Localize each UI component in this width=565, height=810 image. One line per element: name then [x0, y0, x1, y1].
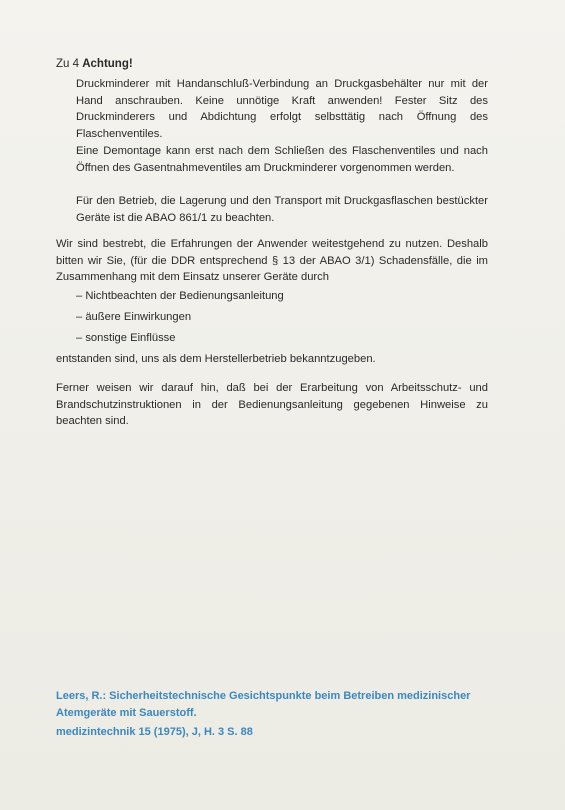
- warning-paragraph-2: Eine Demontage kann erst nach dem Schließen des Flaschenventiles und nach Öffnen des Gasentnahmeventiles am Druckminderer vorgenommen werden.: [76, 145, 488, 174]
- body-paragraph-request: Wir sind bestrebt, die Erfahrungen der Anwender weitestgehend zu nutzen. Deshalb bitten wir Sie, (für die DDR entsprechend § 13 der ABAO 3/1) Schadensfälle, die im Zusammenhang mit dem Einsatz unserer Geräte durch: [56, 238, 488, 284]
- section-number: Zu 4: [56, 58, 80, 70]
- warning-title: Achtung!: [82, 58, 133, 70]
- reference-citation: Leers, R.: Sicherheitstechnische Gesichtspunkte beim Betreiben medizinischer Atemgeräte mit Sauerstoff.: [56, 690, 471, 719]
- warning-paragraph-1: Druckminderer mit Handanschluß-Verbindung an Druckgasbehälter nur mit der Hand anschrauben. Keine unnötige Kraft anwenden! Fester Sitz des Druckminderers und Abdichtung erfolgt selbsttätig nach Öffnung des Flaschenventiles.: [76, 78, 488, 140]
- body-paragraph-report: entstanden sind, uns als dem Herstellerbetrieb bekanntzugeben.: [56, 353, 376, 365]
- list-item: – äußere Einwirkungen: [76, 311, 192, 323]
- body-paragraph-notice: Ferner weisen wir darauf hin, daß bei der Erarbeitung von Arbeitsschutz- und Brandschutzinstruktionen in der Bedienungsanleitung gegebenen Hinweise zu beachten sind.: [56, 382, 488, 428]
- warning-paragraph-3: Für den Betrieb, die Lagerung und den Transport mit Druckgasflaschen bestückter Geräte ist die ABAO 861/1 zu beachten.: [76, 195, 488, 224]
- list-item: – Nichtbeachten der Bedienungsanleitung: [76, 290, 284, 302]
- reference-source: medizintechnik 15 (1975), J, H. 3 S. 88: [56, 726, 253, 738]
- list-item: – sonstige Einflüsse: [76, 332, 176, 344]
- section-heading: [56, 56, 133, 72]
